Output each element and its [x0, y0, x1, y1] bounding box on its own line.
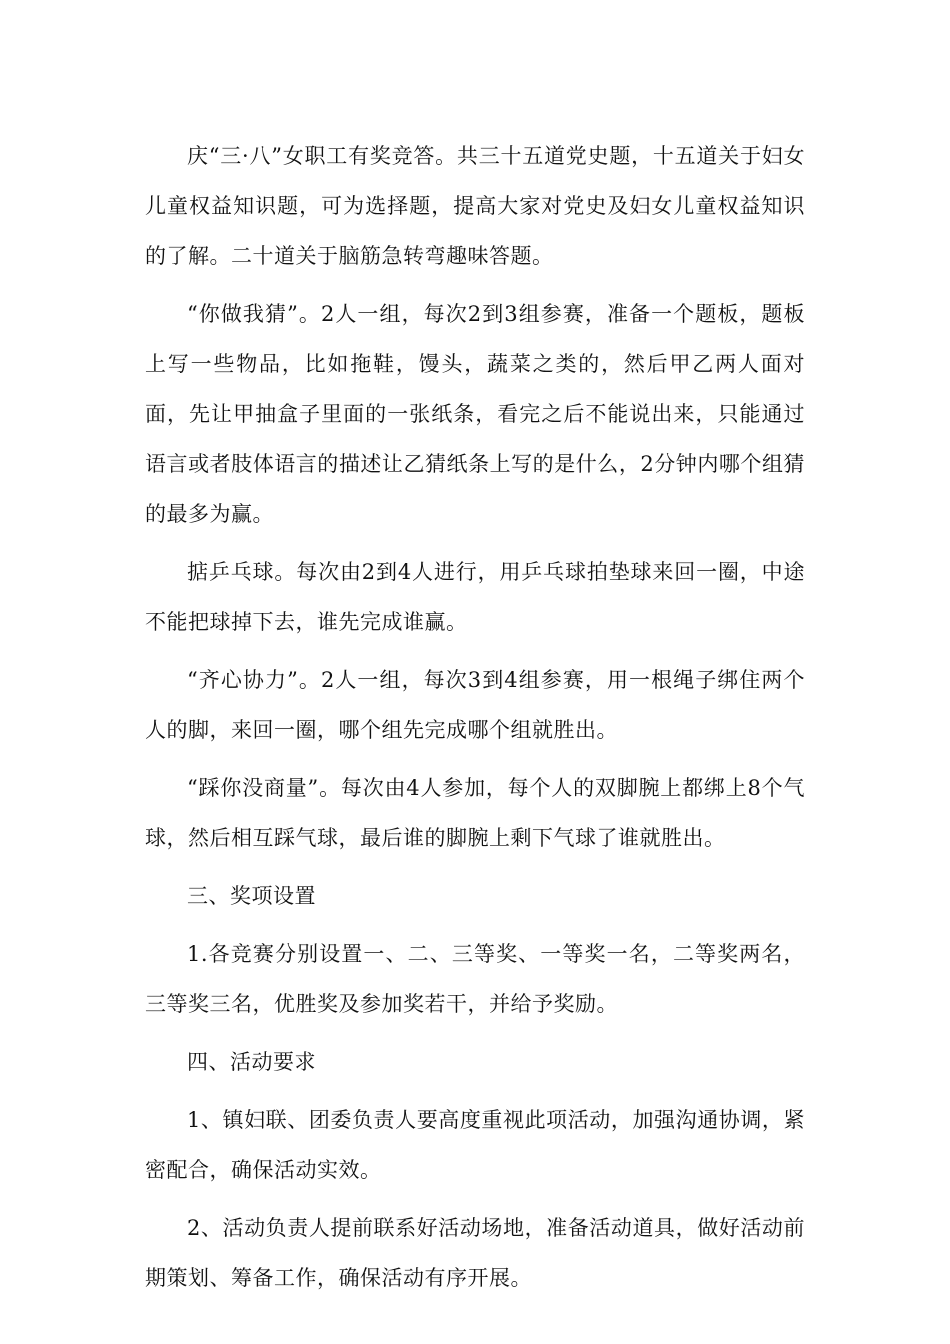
paragraph-charades: “你做我猜”。2人一组，每次2到3组参赛，准备一个题板，题板上写一些物品，比如拖鞋，馒头，蔬菜之类的，然后甲乙两人面对面，先让甲抽盒子里面的一张纸条，看完之后不能说出来，只能通过语言或者肢体语言的描述让乙猜纸条上写的是什么，2分钟内哪个组猜的最多为赢。 — [145, 302, 805, 526]
heading-requirements: 四、活动要求 — [187, 1050, 316, 1074]
paragraph-quiz: 庆“三·八”女职工有奖竞答。共三十五道党史题，十五道关于妇女儿童权益知识题，可为选择题，提高大家对党史及妇女儿童权益知识的了解。二十道关于脑筋急转弯趣味答题。 — [145, 144, 805, 268]
paragraph-awards: 1.各竞赛分别设置一、二、三等奖、一等奖一名，二等奖两名，三等奖三名，优胜奖及参加奖若干，并给予奖励。 — [145, 942, 805, 1016]
requirement-item-1: 1、镇妇联、团委负责人要高度重视此项活动，加强沟通协调，紧密配合，确保活动实效。 — [145, 1108, 805, 1182]
paragraph-ping-pong: 掂乒乓球。每次由2到4人进行，用乒乓球拍垫球来回一圈，中途不能把球掉下去，谁先完成谁赢。 — [145, 560, 805, 634]
paragraph-balloon-stomp: “踩你没商量”。每次由4人参加，每个人的双脚腕上都绑上8个气球，然后相互踩气球，最后谁的脚腕上剩下气球了谁就胜出。 — [145, 776, 805, 850]
requirement-item-2: 2、活动负责人提前联系好活动场地，准备活动道具，做好活动前期策划、筹备工作，确保活动有序开展。 — [145, 1216, 805, 1290]
heading-awards: 三、奖项设置 — [187, 884, 316, 908]
document-page — [145, 131, 805, 1311]
paragraph-three-legged: “齐心协力”。2人一组，每次3到4组参赛，用一根绳子绑住两个人的脚，来回一圈，哪个组先完成哪个组就胜出。 — [145, 668, 805, 742]
